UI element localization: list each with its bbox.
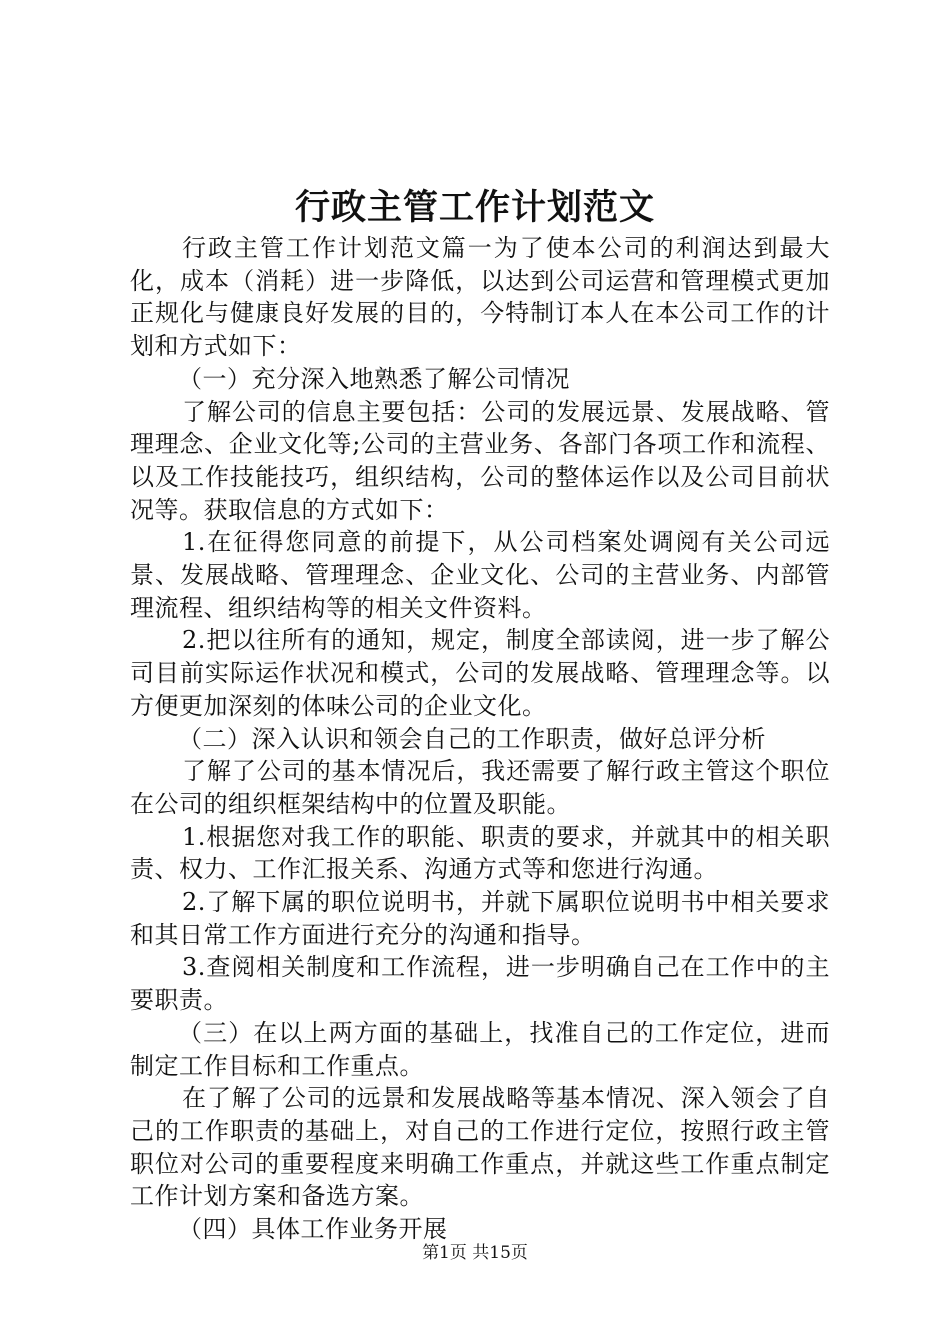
list-item: 2.了解下属的职位说明书，并就下属职位说明书中相关要求和其日常工作方面进行充分的沟通和指导。 — [130, 888, 830, 949]
section-heading-3: （三）在以上两方面的基础上，找准自己的工作定位，进而制定工作目标和工作重点。 — [130, 1018, 830, 1080]
document-title: 行政主管工作计划范文 — [294, 187, 655, 228]
list-item: 1.根据您对我工作的职能、职责的要求，并就其中的相关职责、权力、工作汇报关系、沟通方式等和您进行沟通。 — [130, 822, 830, 884]
list-item: 1.在征得您同意的前提下，从公司档案处调阅有关公司远景、发展战略、管理理念、企业文化、公司的主营业务、内部管理流程、组织结构等的相关文件资料。 — [130, 528, 830, 622]
section-heading-1: （一）充分深入地熟悉了解公司情况 — [178, 364, 570, 393]
paragraph: 了解公司的信息主要包括：公司的发展远景、发展战略、管理理念、企业文化等;公司的主营业务、各部门各项工作和流程、以及工作技能技巧，组织结构，公司的整体运作以及公司目前状况等。获取信息的方式如下： — [130, 397, 830, 524]
paragraph: 在了解了公司的远景和发展战略等基本情况、深入领会了自己的工作职责的基础上，对自己的工作进行定位，按照行政主管职位对公司的重要程度来明确工作重点，并就这些工作重点制定工作计划方案和备选方案。 — [130, 1084, 830, 1211]
document-body — [130, 232, 830, 1246]
page-footer: 第1页 共15页 — [422, 1243, 528, 1263]
list-item: 2.把以往所有的通知，规定，制度全部读阅，进一步了解公司目前实际运作状况和模式，公司的发展战略、管理理念等。以方便更加深刻的体味公司的企业文化。 — [130, 626, 830, 720]
paragraph: 了解了公司的基本情况后，我还需要了解行政主管这个职位在公司的组织框架结构中的位置及职能。 — [130, 757, 830, 818]
list-item: 3.查阅相关制度和工作流程，进一步明确自己在工作中的主要职责。 — [130, 953, 830, 1015]
section-heading-2: （二）深入认识和领会自己的工作职责，做好总评分析 — [178, 724, 766, 753]
section-heading-4: （四）具体工作业务开展 — [178, 1215, 448, 1244]
paragraph-intro: 行政主管工作计划范文篇一为了使本公司的利润达到最大化，成本（消耗）进一步降低，以达到公司运营和管理模式更加正规化与健康良好发展的目的，今特制订本人在本公司工作的计划和方式如下： — [130, 234, 830, 361]
